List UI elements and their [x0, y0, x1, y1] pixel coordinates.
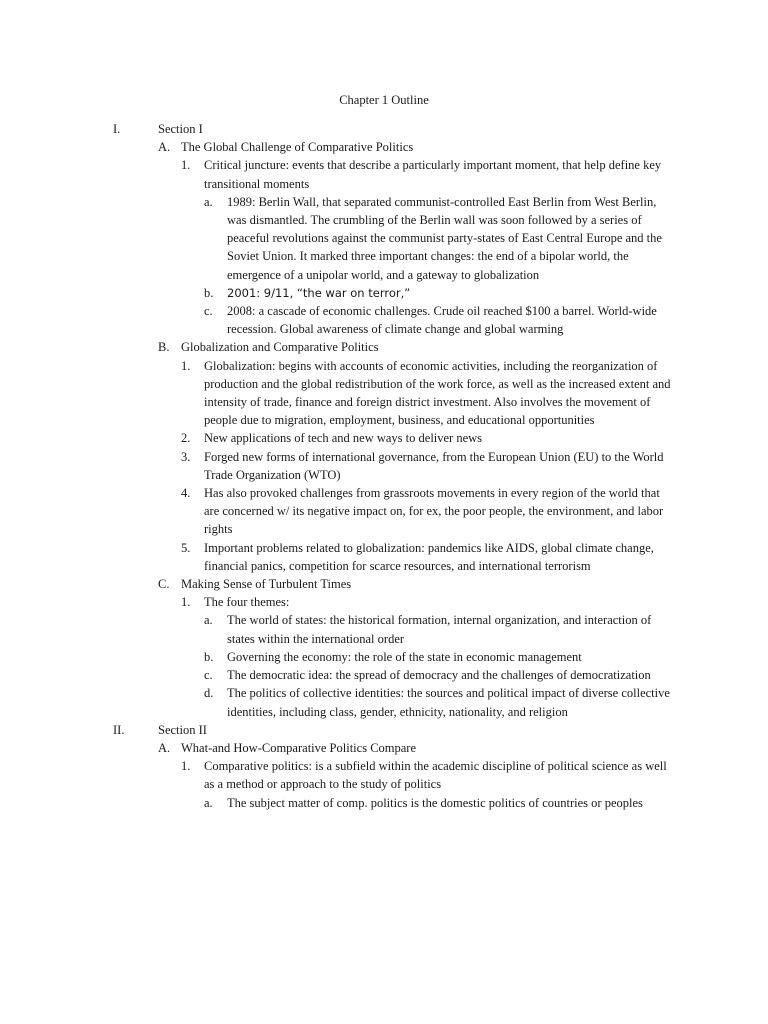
- outline-item-level-1: [0, 721, 768, 739]
- outline-text: The world of states: the historical formation, internal organization, and interaction of states within the international order: [227, 613, 652, 646]
- outline-marker: A.: [158, 740, 171, 755]
- outline-item-level-3: [0, 593, 768, 611]
- outline-item-level-2: [0, 338, 768, 356]
- outline-text: Governing the economy: the role of the state in economic management: [227, 649, 582, 664]
- outline-item-level-4: [0, 794, 768, 812]
- outline-marker: a.: [204, 795, 213, 810]
- outline-text: Globalization: begins with accounts of economic activities, including the reorganization of production and the global redistribution of the work force, as well as the increased extent and intensity of trade, finance and foreign district investment. Also involves the movement of people due to migration, employment, business, and educational opportunities: [204, 358, 671, 428]
- outline-item-level-3: [0, 357, 768, 430]
- outline-text: 1989: Berlin Wall, that separated communist-controlled East Berlin from West Berlin, was dismantled. The crumbling of the Berlin wall was soon followed by a series of peaceful revolutions against the communist party-states of East Central Europe and the Soviet Union. It marked three important changes: the end of a bipolar world, the emergence of a unipolar world, and a gateway to globalization: [227, 194, 662, 282]
- outline-text: Section I: [158, 122, 203, 136]
- outline-marker: II.: [113, 722, 125, 737]
- outline-item-level-4: [0, 666, 768, 684]
- outline-item-level-3: [0, 484, 768, 539]
- outline-item-level-4: [0, 684, 768, 720]
- outline-marker: a.: [204, 613, 213, 628]
- outline-marker: d.: [204, 686, 214, 701]
- outline-marker: 1.: [181, 158, 191, 173]
- outline-item-level-4: [0, 648, 768, 666]
- outline-marker: c.: [204, 304, 213, 319]
- outline-text: New applications of tech and new ways to deliver news: [204, 431, 483, 446]
- outline-marker: 3.: [181, 449, 191, 464]
- outline-list: [0, 120, 768, 812]
- outline-text: The subject matter of comp. politics is the domestic politics of countries or peoples: [227, 795, 643, 810]
- outline-text: Section II: [158, 722, 207, 737]
- outline-text: Making Sense of Turbulent Times: [181, 577, 352, 592]
- outline-marker: c.: [204, 668, 213, 683]
- outline-marker: C.: [158, 577, 170, 592]
- outline-text: What-and How-Comparative Politics Compare: [181, 740, 417, 755]
- outline-marker: 2.: [181, 431, 191, 446]
- outline-item-level-4: [0, 302, 768, 338]
- outline-marker: b.: [204, 285, 214, 300]
- outline-marker: B.: [158, 340, 170, 355]
- outline-marker: b.: [204, 649, 214, 664]
- outline-item-level-2: [0, 739, 768, 757]
- outline-text: 2001: 9/11, “the war on terror,”: [227, 285, 411, 300]
- outline-item-level-4: [0, 193, 768, 284]
- document-title: Chapter 1 Outline: [339, 93, 429, 107]
- outline-text: 2008: a cascade of economic challenges. Crude oil reached $100 a barrel. World-wide recession. Global awareness of climate change and global warming: [227, 304, 657, 337]
- outline-item-level-3: [0, 539, 768, 575]
- outline-text: The politics of collective identities: the sources and political impact of diverse collective identities, including class, gender, ethnicity, nationality, and religion: [227, 686, 670, 719]
- outline-marker: 1.: [181, 595, 191, 610]
- outline-item-level-2: [0, 138, 768, 156]
- outline-marker: 4.: [181, 486, 191, 501]
- outline-text: Important problems related to globalization: pandemics like AIDS, global climate change, financial panics, competition for scarce resources, and international terrorism: [204, 540, 654, 573]
- outline-text: The democratic idea: the spread of democracy and the challenges of democratization: [227, 668, 651, 683]
- outline-marker: a.: [204, 194, 213, 209]
- outline-item-level-1: [0, 120, 768, 138]
- outline-item-level-3: [0, 156, 768, 192]
- outline-text: Forged new forms of international governance, from the European Union (EU) to the World Trade Organization (WTO): [204, 449, 664, 482]
- outline-text: Has also provoked challenges from grassroots movements in every region of the world that are concerned w/ its negative impact on, for ex, the poor people, the environment, and labor rights: [204, 486, 664, 537]
- outline-item-level-2: [0, 575, 768, 593]
- outline-marker: 1.: [181, 358, 191, 373]
- outline-marker: 1.: [181, 759, 191, 774]
- outline-item-level-3: [0, 757, 768, 793]
- outline-item-level-3: [0, 429, 768, 447]
- outline-marker: I.: [113, 122, 121, 136]
- outline-text: The four themes:: [204, 595, 290, 610]
- outline-item-level-4: [0, 284, 768, 302]
- outline-item-level-3: [0, 448, 768, 484]
- outline-text: Critical juncture: events that describe a particularly important moment, that help define key transitional moments: [204, 158, 662, 191]
- outline-text: Globalization and Comparative Politics: [181, 340, 379, 355]
- outline-marker: 5.: [181, 540, 191, 555]
- outline-text: The Global Challenge of Comparative Politics: [181, 140, 414, 155]
- outline-text: Comparative politics: is a subfield within the academic discipline of political science as well as a method or approach to the study of politics: [204, 759, 667, 792]
- outline-item-level-4: [0, 611, 768, 647]
- outline-marker: A.: [158, 140, 171, 155]
